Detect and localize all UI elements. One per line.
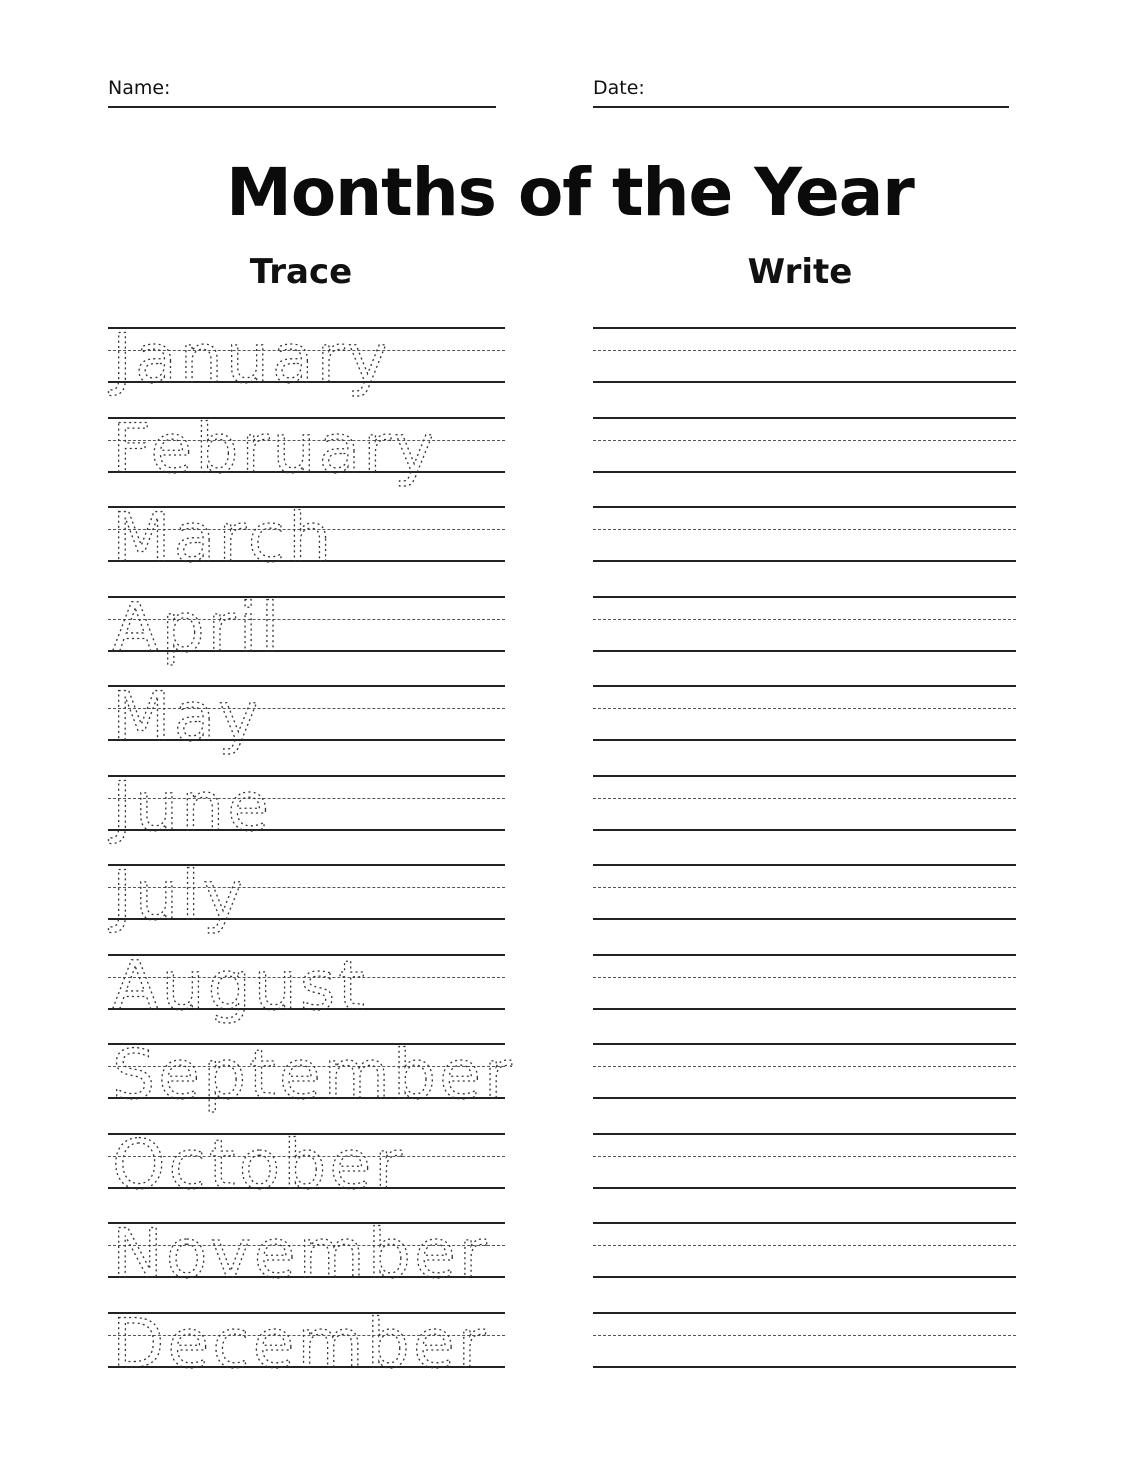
trace-row[interactable] (108, 678, 505, 757)
mid-line (108, 619, 505, 620)
write-row[interactable] (593, 596, 1016, 652)
traceable-month-word (108, 679, 505, 769)
base-line (108, 739, 505, 741)
trace-row[interactable] (108, 1305, 505, 1384)
traceable-month-word (108, 1036, 515, 1127)
name-label: Name: (108, 77, 171, 99)
mid-line (108, 708, 505, 709)
write-row[interactable] (593, 954, 1016, 1010)
mid-line (593, 708, 1016, 709)
traceable-month-word (108, 1306, 505, 1396)
base-line (108, 918, 505, 920)
top-line (108, 685, 505, 687)
top-line (593, 685, 1016, 687)
trace-row[interactable] (108, 768, 505, 847)
mid-line (108, 350, 505, 351)
top-line (108, 596, 505, 598)
write-column-heading: Write (747, 252, 853, 292)
mid-line (108, 977, 505, 978)
write-row[interactable] (593, 1222, 1016, 1278)
mid-line (108, 440, 505, 441)
traceable-month-word (108, 590, 505, 680)
date-field[interactable] (593, 74, 1009, 108)
month-trace-text: September (112, 1036, 515, 1115)
traceable-month-word (108, 1127, 505, 1217)
month-trace-text: July (112, 857, 247, 936)
trace-row[interactable] (108, 947, 505, 1026)
base-line (593, 1187, 1016, 1189)
mid-line (108, 1156, 505, 1157)
top-line (593, 864, 1016, 866)
base-line (108, 1008, 505, 1010)
trace-row[interactable] (108, 857, 505, 936)
mid-line (108, 798, 505, 799)
write-row[interactable] (593, 1133, 1016, 1189)
mid-line (593, 529, 1016, 530)
base-line (593, 1008, 1016, 1010)
base-line (593, 560, 1016, 562)
base-line (108, 471, 505, 473)
trace-row[interactable] (108, 1215, 505, 1294)
top-line (593, 506, 1016, 508)
base-line (108, 560, 505, 562)
top-line (108, 1312, 505, 1314)
write-row[interactable] (593, 1312, 1016, 1368)
month-trace-text: May (112, 678, 262, 757)
date-label: Date: (593, 77, 645, 99)
mid-line (593, 1335, 1016, 1336)
top-line (593, 1222, 1016, 1224)
mid-line (593, 350, 1016, 351)
traceable-month-word (108, 411, 505, 501)
base-line (593, 739, 1016, 741)
mid-line (593, 1066, 1016, 1067)
top-line (593, 954, 1016, 956)
trace-row[interactable] (108, 1036, 515, 1115)
mid-line (108, 529, 505, 530)
write-row[interactable] (593, 864, 1016, 920)
write-row[interactable] (593, 417, 1016, 473)
month-trace-text: March (112, 499, 335, 578)
top-line (593, 327, 1016, 329)
traceable-month-word (108, 769, 505, 859)
mid-line (593, 619, 1016, 620)
top-line (108, 417, 505, 419)
top-line (108, 1133, 505, 1135)
mid-line (593, 440, 1016, 441)
worksheet-title: Months of the Year (226, 154, 914, 231)
base-line (108, 1187, 505, 1189)
top-line (108, 864, 505, 866)
base-line (108, 1097, 505, 1099)
traceable-month-word (108, 858, 505, 948)
write-row[interactable] (593, 506, 1016, 562)
write-row[interactable] (593, 685, 1016, 741)
month-trace-text: April (112, 589, 283, 668)
top-line (108, 954, 505, 956)
month-trace-text: January (112, 320, 391, 399)
top-line (108, 1222, 505, 1224)
name-field[interactable] (108, 74, 496, 108)
trace-row[interactable] (108, 499, 505, 578)
date-line[interactable] (593, 106, 1009, 108)
base-line (593, 829, 1016, 831)
top-line (593, 1133, 1016, 1135)
month-trace-text: October (112, 1126, 406, 1205)
write-row[interactable] (593, 1043, 1016, 1099)
base-line (593, 1276, 1016, 1278)
traceable-month-word (108, 321, 505, 411)
base-line (593, 1097, 1016, 1099)
month-trace-text: June (112, 768, 273, 847)
trace-row[interactable] (108, 410, 505, 489)
mid-line (108, 1245, 505, 1246)
base-line (593, 381, 1016, 383)
base-line (593, 471, 1016, 473)
mid-line (593, 798, 1016, 799)
top-line (593, 1043, 1016, 1045)
base-line (108, 650, 505, 652)
base-line (108, 381, 505, 383)
top-line (108, 506, 505, 508)
top-line (593, 1312, 1016, 1314)
trace-column-heading: Trace (249, 252, 353, 292)
mid-line (593, 977, 1016, 978)
top-line (593, 417, 1016, 419)
trace-row[interactable] (108, 320, 505, 399)
trace-row[interactable] (108, 1126, 505, 1205)
month-trace-text: February (112, 410, 438, 489)
month-trace-text: November (112, 1215, 490, 1294)
month-trace-text: August (112, 947, 368, 1026)
top-line (108, 327, 505, 329)
base-line (593, 650, 1016, 652)
traceable-month-word (108, 500, 505, 590)
base-line (108, 829, 505, 831)
mid-line (593, 887, 1016, 888)
top-line (108, 1043, 505, 1045)
base-line (108, 1366, 505, 1368)
mid-line (593, 1245, 1016, 1246)
trace-row[interactable] (108, 589, 505, 668)
top-line (108, 775, 505, 777)
mid-line (108, 1335, 505, 1336)
mid-line (593, 1156, 1016, 1157)
top-line (593, 775, 1016, 777)
traceable-month-word (108, 948, 505, 1038)
base-line (593, 918, 1016, 920)
base-line (593, 1366, 1016, 1368)
top-line (593, 596, 1016, 598)
write-row[interactable] (593, 775, 1016, 831)
traceable-month-word (108, 1216, 505, 1306)
mid-line (108, 887, 505, 888)
base-line (108, 1276, 505, 1278)
month-trace-text: December (112, 1305, 489, 1384)
mid-line (108, 1066, 505, 1067)
write-row[interactable] (593, 327, 1016, 383)
name-line[interactable] (108, 106, 496, 108)
